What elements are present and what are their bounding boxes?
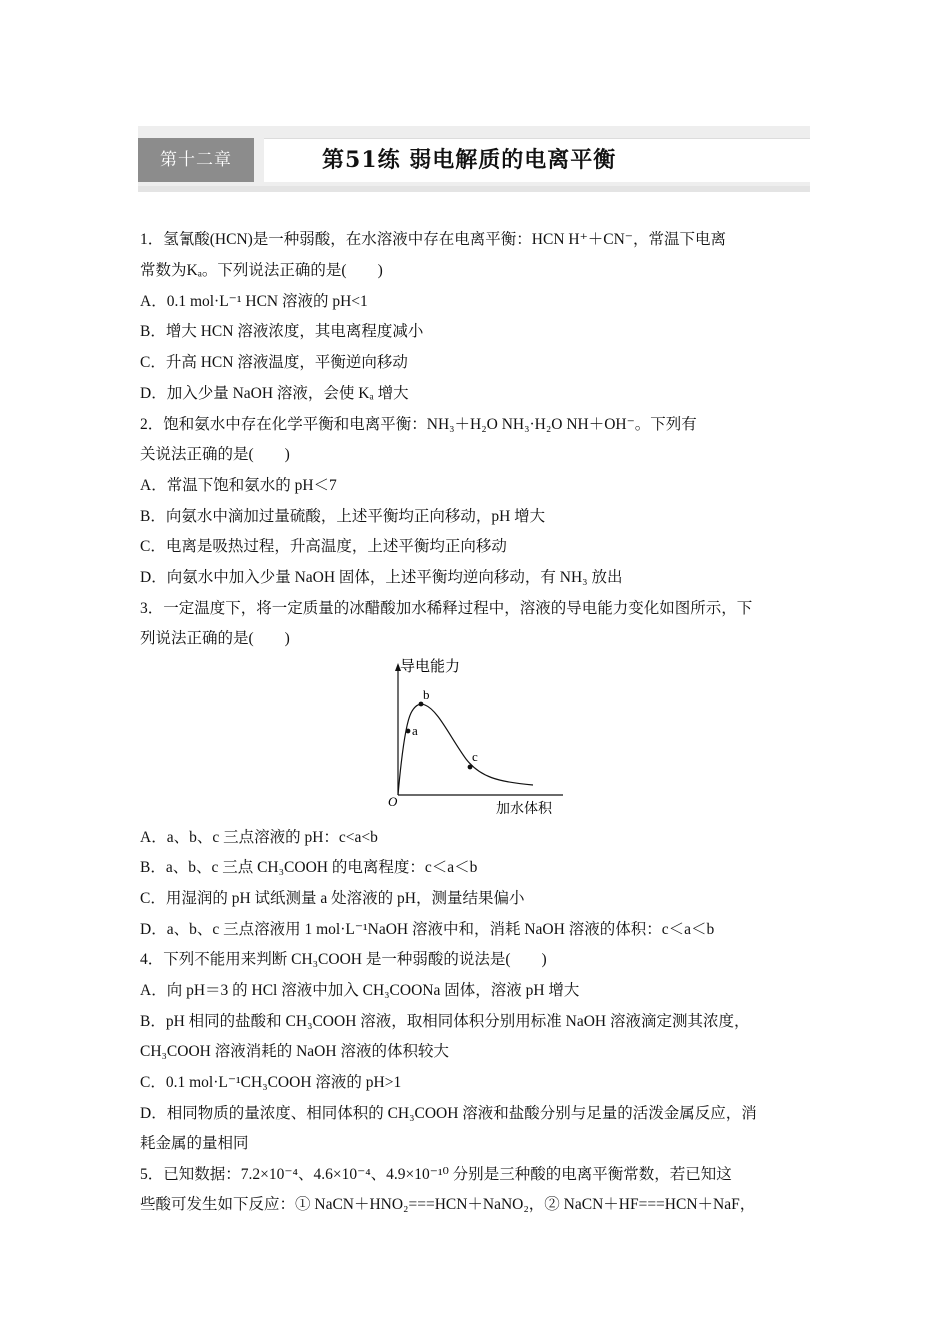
q4-option-b-line1: B．pH 相同的盐酸和 CH₃COOH 溶液，取相同体积分别用标准 NaOH 溶液滴定测其浓度， <box>140 1013 750 1030</box>
q2-option-d: D．向氨水中加入少量 NaOH 固体，上述平衡均逆向移动，有 NH₃ 放出 <box>140 569 623 586</box>
q3-option-b: B．a、b、c 三点 CH₃COOH 的电离程度：c＜a＜b <box>140 859 478 876</box>
q2-stem-line1: 2．饱和氨水中存在化学平衡和电离平衡：NH₃＋H₂O NH₃·H₂O NH＋OH⁻。下列有 <box>140 416 697 433</box>
point-c-marker <box>468 765 473 770</box>
q1-option-c: C．升高 HCN 溶液温度，平衡逆向移动 <box>140 354 408 371</box>
q3-option-a: A．a、b、c 三点溶液的 pH：c<a<b <box>140 829 378 846</box>
page-title: 第51练 弱电解质的电离平衡 <box>322 147 617 173</box>
q4-option-d-line2: 耗金属的量相同 <box>140 1135 249 1152</box>
q1-stem-line2: 常数为Kₐ。下列说法正确的是( ) <box>140 262 383 279</box>
q2-stem-line2: 关说法正确的是( ) <box>140 446 290 463</box>
q3-option-d: D．a、b、c 三点溶液用 1 mol·L⁻¹NaOH 溶液中和，消耗 NaOH 溶液的体积：c＜a＜b <box>140 921 715 938</box>
q5-stem-line2: 些酸可发生如下反应：① NaCN＋HNO₂===HCN＋NaNO₂，② NaCN＋HF===HCN＋NaF， <box>140 1196 756 1213</box>
header-divider <box>138 186 810 192</box>
point-b-label: b <box>423 687 430 702</box>
q2-option-c: C．电离是吸热过程，升高温度，上述平衡均正向移动 <box>140 538 507 555</box>
q4-stem-line1: 4．下列不能用来判断 CH₃COOH 是一种弱酸的说法是( ) <box>140 951 547 968</box>
conductivity-figure <box>378 655 574 820</box>
q1-stem-line1: 1．氢氰酸(HCN)是一种弱酸，在水溶液中存在电离平衡：HCN H⁺＋CN⁻，常温下电离 <box>140 231 726 248</box>
point-a-label: a <box>412 723 418 738</box>
q1-option-b: B．增大 HCN 溶液浓度，其电离程度减小 <box>140 323 424 340</box>
q2-option-a: A．常温下饱和氨水的 pH＜7 <box>140 477 337 494</box>
q4-option-b-line2: CH₃COOH 溶液消耗的 NaOH 溶液的体积较大 <box>140 1043 449 1060</box>
figure-ylabel: 导电能力 <box>400 657 461 675</box>
q4-option-a: A．向 pH＝3 的 HCl 溶液中加入 CH₃COONa 固体，溶液 pH 增大 <box>140 982 580 999</box>
q3-option-c: C．用湿润的 pH 试纸测量 a 处溶液的 pH，测量结果偏小 <box>140 890 525 907</box>
q5-stem-line1: 5．已知数据：7.2×10⁻⁴、4.6×10⁻⁴、4.9×10⁻¹⁰ 分别是三种酸的电离平衡常数，若已知这 <box>140 1166 732 1183</box>
q4-option-d-line1: D．相同物质的量浓度、相同体积的 CH₃COOH 溶液和盐酸分别与足量的活泼金属反应，消 <box>140 1105 757 1122</box>
chapter-header <box>138 126 810 192</box>
conductivity-curve <box>398 704 533 795</box>
point-a-marker <box>406 729 411 734</box>
point-c-label: c <box>472 749 478 764</box>
chapter-label: 第十二章 <box>138 138 254 182</box>
q4-option-c: C．0.1 mol·L⁻¹CH₃COOH 溶液的 pH>1 <box>140 1074 402 1091</box>
title-box <box>264 138 810 182</box>
point-b-marker <box>419 702 424 707</box>
q1-option-d: D．加入少量 NaOH 溶液，会使 Kₐ 增大 <box>140 385 409 402</box>
q1-option-a: A．0.1 mol·L⁻¹ HCN 溶液的 pH<1 <box>140 293 368 310</box>
q3-stem-line1: 3．一定温度下，将一定质量的冰醋酸加水稀释过程中，溶液的导电能力变化如图所示，下 <box>140 600 753 617</box>
q3-stem-line2: 列说法正确的是( ) <box>140 630 290 647</box>
q2-option-b: B．向氨水中滴加过量硫酸，上述平衡均正向移动，pH 增大 <box>140 508 546 525</box>
figure-xlabel: 加水体积 <box>496 801 552 817</box>
origin-label: O <box>388 794 398 809</box>
